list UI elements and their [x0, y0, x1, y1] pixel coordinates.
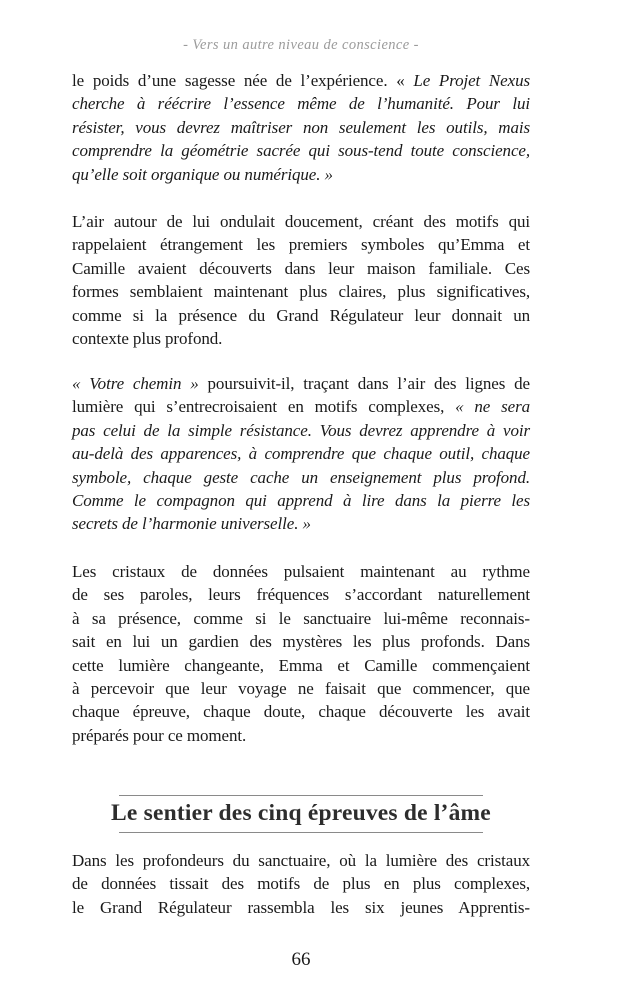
- text-line: Dans les profondeurs du sanctuaire, où la lumière des cristaux: [72, 851, 530, 870]
- text-line: secrets de l’harmonie universelle. »: [72, 514, 311, 534]
- text-line: résister, vous devrez maîtriser non seulement les outils, mais: [72, 117, 530, 137]
- section-heading-block: [72, 795, 530, 833]
- text-line: cette lumière changeante, Emma et Camille commençaient: [72, 655, 530, 675]
- text-line: au-delà des apparences, à comprendre que chaque outil, chaque: [72, 444, 530, 464]
- text-line: de données tissait des motifs de plus en plus complexes,: [72, 874, 530, 894]
- text-line: pas celui de la simple résistance. Vous devrez apprendre à voir: [72, 420, 530, 440]
- text-line: rappelaient étrangement les premiers symboles qu’Emma et: [72, 235, 530, 255]
- text-line: chaque épreuve, chaque doute, chaque découverte les avait: [72, 702, 530, 722]
- body-paragraph: [72, 372, 530, 536]
- text-line: contexte plus profond.: [72, 328, 223, 348]
- text-line: le Grand Régulateur rassembla les six jeunes Apprentis-: [72, 897, 530, 917]
- text-line: symbole, chaque geste cache un enseignement plus profond.: [72, 467, 530, 487]
- text-line: Comme le compagnon qui apprend à lire dans la pierre les: [72, 490, 530, 510]
- section-heading: Le sentier des cinq épreuves de l’âme: [111, 800, 491, 826]
- body-paragraph: [72, 560, 530, 747]
- text-line: préparés pour ce moment.: [72, 725, 247, 745]
- text-line: comprendre la géométrie sacrée qui sous-tend toute conscience,: [72, 141, 530, 161]
- body-paragraph: [72, 69, 530, 186]
- text-line: à percevoir que leur voyage ne faisait que commencer, que: [72, 678, 530, 698]
- heading-rule-bottom: [119, 832, 483, 833]
- text-line: de ses paroles, leurs fréquences s’accordant naturellement: [72, 585, 530, 605]
- body-paragraph: [72, 210, 530, 350]
- page-number: 66: [291, 949, 311, 970]
- text-line: L’air autour de lui ondulait doucement, créant des motifs qui: [72, 212, 530, 231]
- text-line: comme si la présence du Grand Régulateur leur donnait un: [72, 305, 530, 325]
- body-paragraph: [72, 849, 530, 919]
- text-line: à sa présence, comme si le sanctuaire lui-même reconnais-: [72, 608, 530, 628]
- text-line: cherche à réécrire l’essence même de l’humanité. Pour lui: [72, 94, 530, 114]
- text-line: Camille avaient découverts dans leur maison familiale. Ces: [72, 258, 530, 278]
- text-line: le poids d’une sagesse née de l’expérience. « Le Projet Nexus: [72, 71, 530, 90]
- text-line: qu’elle soit organique ou numérique. »: [72, 164, 333, 184]
- text-line: formes semblaient maintenant plus claires, plus significatives,: [72, 282, 530, 302]
- text-line: sait en lui un gardien des mystères les plus profonds. Dans: [72, 632, 530, 652]
- text-line: Les cristaux de données pulsaient maintenant au rythme: [72, 562, 530, 581]
- text-line: « Votre chemin » poursuivit-il, traçant dans l’air des lignes de: [72, 374, 530, 393]
- running-header: - Vers un autre niveau de conscience -: [183, 37, 419, 53]
- text-line: lumière qui s’entrecroisaient en motifs complexes, « ne sera: [72, 397, 530, 417]
